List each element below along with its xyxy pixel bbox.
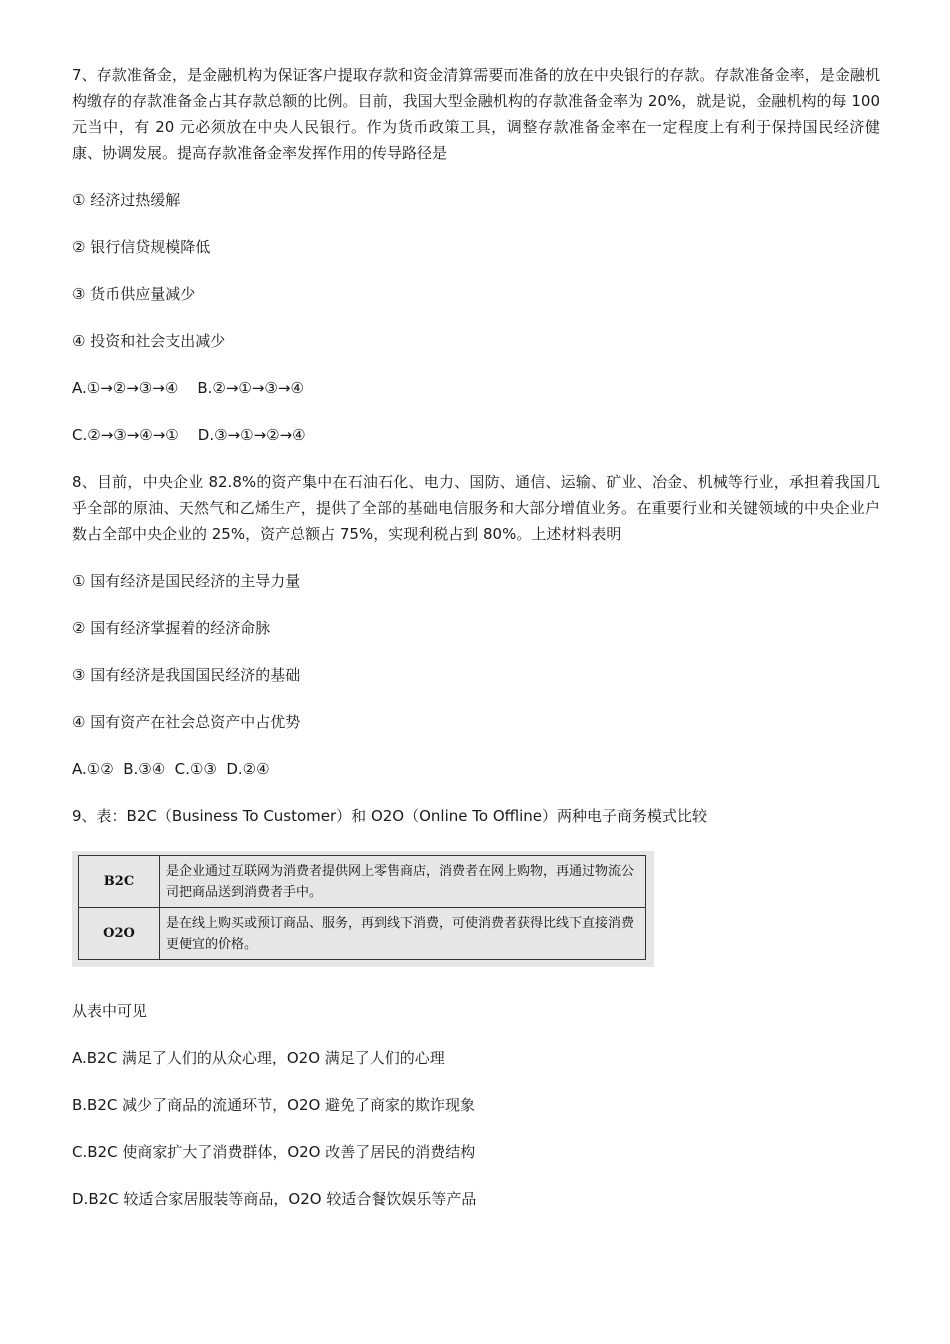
- table-row: [79, 856, 646, 908]
- q9-option-b: B.B2C 减少了商品的流通环节，O2O 避免了商家的欺诈现象: [72, 1096, 476, 1114]
- table-cell-desc: 是企业通过互联网为消费者提供网上零售商店，消费者在网上购物，再通过物流公司把商品送到消费者手中。: [160, 856, 646, 908]
- q7-item-3: ③ 货币供应量减少: [72, 285, 196, 303]
- q7-stem: 7、存款准备金，是金融机构为保证客户提取存款和资金清算需要而准备的放在中央银行的存款。存款准备金率，是金融机构缴存的存款准备金占其存款总额的比例。目前，我国大型金融机构的存款准备金率为 20%，就是说，金融机构的每 100 元当中，有 20 元必须放在中央人民银行。作为货币政策工具，调整存款准备金率在一定程度上有利于保持国民经济健康、协调发展。提高存款准备金率发挥作用的传导路径是: [72, 66, 880, 162]
- q9-option-c: C.B2C 使商家扩大了消费群体，O2O 改善了居民的消费结构: [72, 1143, 476, 1161]
- q8-item-1: ① 国有经济是国民经济的主导力量: [72, 572, 301, 590]
- q8-stem: 8、目前，中央企业 82.8%的资产集中在石油石化、电力、国防、通信、运输、矿业、冶金、机械等行业，承担着我国几乎全部的原油、天然气和乙烯生产，提供了全部的基础电信服务和大部分增值业务。在重要行业和关键领域的中央企业户数占全部中央企业的 25%，资产总额占 75%，实现利税占到 80%。上述材料表明: [72, 473, 880, 543]
- q9-option-d: D.B2C 较适合家居服装等商品，O2O 较适合餐饮娱乐等产品: [72, 1190, 477, 1208]
- q7-item-2: ② 银行信贷规模降低: [72, 238, 211, 256]
- q8-item-2: ② 国有经济掌握着的经济命脉: [72, 619, 271, 637]
- table-cell-key: O2O: [79, 908, 160, 960]
- table-cell-desc: 是在线上购买或预订商品、服务，再到线下消费，可使消费者获得比线下直接消费更便宜的价格。: [160, 908, 646, 960]
- q9-option-a: A.B2C 满足了人们的从众心理，O2O 满足了人们的心理: [72, 1049, 445, 1067]
- q7-options-row1: A.①→②→③→④ B.②→①→③→④: [72, 379, 304, 397]
- comparison-table: [78, 855, 646, 960]
- q8-item-4: ④ 国有资产在社会总资产中占优势: [72, 713, 301, 731]
- table-cell-key: B2C: [79, 856, 160, 908]
- q7-item-4: ④ 投资和社会支出减少: [72, 332, 226, 350]
- comparison-table-image: [72, 851, 654, 967]
- q7-item-1: ① 经济过热缓解: [72, 191, 181, 209]
- table-row: [79, 908, 646, 960]
- q8-item-3: ③ 国有经济是我国国民经济的基础: [72, 666, 301, 684]
- q9-stem: 9、表：B2C（Business To Customer）和 O2O（Online To Offline）两种电子商务模式比较: [72, 807, 708, 825]
- q9-lead: 从表中可见: [72, 1002, 148, 1020]
- document-page: [72, 62, 880, 1212]
- q7-options-row2: C.②→③→④→① D.③→①→②→④: [72, 426, 306, 444]
- q8-options: A.①② B.③④ C.①③ D.②④: [72, 760, 270, 778]
